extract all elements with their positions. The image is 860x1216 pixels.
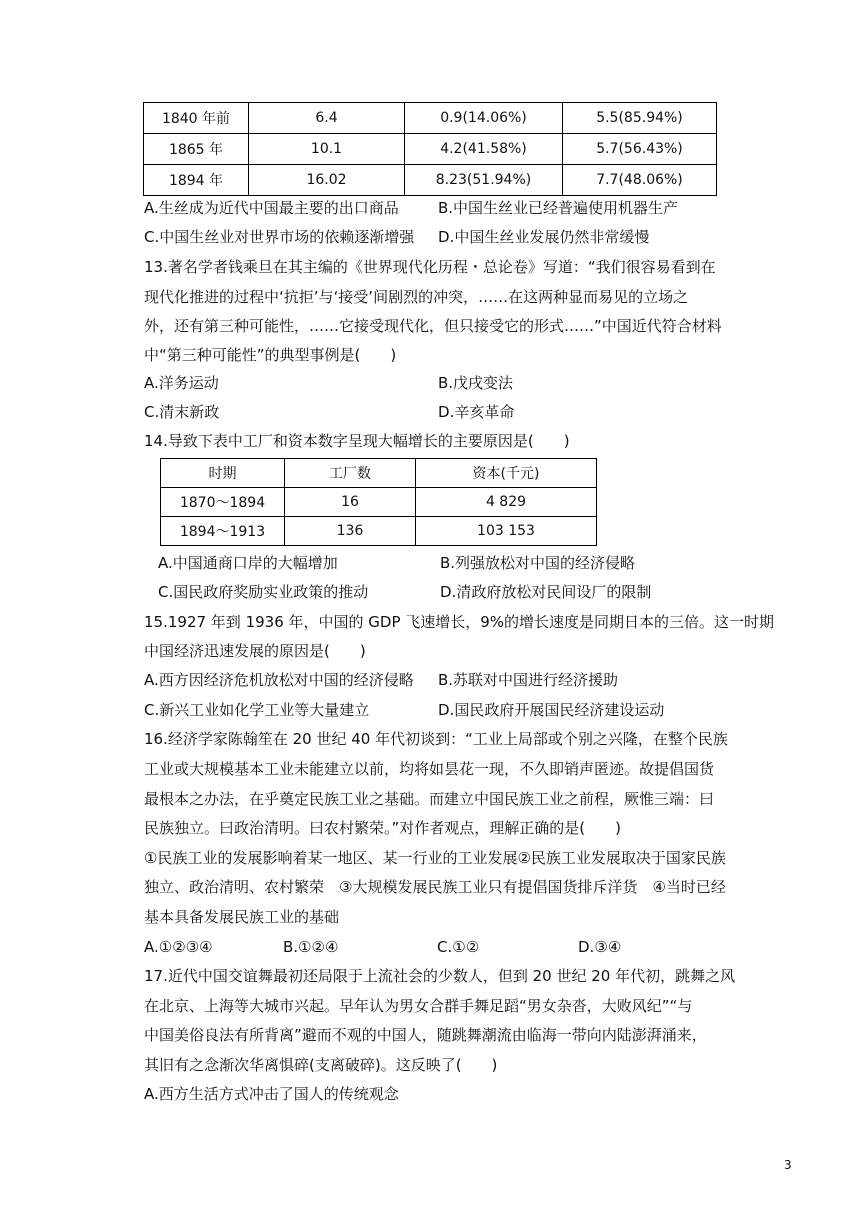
q17-stem-line: 17.近代中国交谊舞最初还局限于上流社会的少数人，但到 20 世纪 20 年代初，跳舞之风: [144, 967, 736, 985]
q14-option-a: A.中国通商口岸的大幅增加: [158, 554, 338, 572]
q13-stem-line: 现代化推进的过程中‘抗拒’与‘接受’间剧烈的冲突，……在这两种显而易见的立场之: [144, 288, 689, 306]
q13-stem-line: 外，还有第三种可能性，……它接受现代化，但只接受它的形式……”中国近代符合材料: [144, 317, 722, 335]
table-header-row: 时期 工厂数 资本(千元): [161, 459, 597, 488]
q15-option-c: C.新兴工业如化学工业等大量建立: [144, 701, 370, 719]
q14-option-b: B.列强放松对中国的经济侵略: [440, 554, 636, 572]
q16-stem-line: 民族独立。曰政治清明。曰农村繁荣。”对作者观点，理解正确的是( ): [144, 819, 621, 837]
q14-option-c: C.国民政府奖励实业政策的推动: [158, 583, 369, 601]
q12-option-b: B.中国生丝业已经普遍使用机器生产: [438, 199, 679, 217]
q13-stem-line: 中“第三种可能性”的典型事例是( ): [144, 346, 397, 364]
q16-option-d: D.③④: [578, 938, 622, 956]
q13-option-c: C.清末新政: [144, 403, 220, 421]
q16-stem-line: 最根本之办法，在乎奠定民族工业之基础。而建立中国民族工业之前程，厥惟三端：曰: [144, 790, 715, 808]
q14-option-d: D.清政府放松对民间设厂的限制: [440, 583, 652, 601]
q12-option-c: C.中国生丝业对世界市场的依赖逐渐增强: [144, 228, 415, 246]
q13-option-d: D.辛亥革命: [438, 403, 515, 421]
q16-option-a: A.①②③④: [144, 938, 213, 956]
q15-stem-line: 15.1927 年到 1936 年，中国的 GDP 飞速增长，9%的增长速度是同期日本的三倍。这一时期: [144, 613, 775, 631]
q17-stem-line: 其旧有之念渐次华离惧碎(支离破碎)。这反映了( ): [144, 1056, 498, 1074]
q17-stem-line: 中国美俗良法有所背离”避而不观的中国人，随跳舞潮流由临海一带向内陆澎湃涌来，: [144, 1026, 707, 1044]
q15-option-a: A.西方因经济危机放松对中国的经济侵略: [144, 671, 414, 689]
q16-stem-line: 16.经济学家陈翰笙在 20 世纪 40 年代初谈到：“工业上局部或个别之兴隆，在整个民族: [144, 730, 728, 748]
q14-stem: 14.导致下表中工厂和资本数字呈现大幅增长的主要原因是( ): [144, 432, 570, 450]
table-silk-data: [143, 102, 717, 196]
q15-option-b: B.苏联对中国进行经济援助: [438, 671, 619, 689]
q16-stem-line: 基本具备发展民族工业的基础: [144, 908, 340, 926]
q17-stem-line: 在北京、上海等大城市兴起。早年认为男女合群手舞足蹈“男女杂沓，大败风纪”“与: [144, 997, 693, 1015]
q15-option-d: D.国民政府开展国民经济建设运动: [438, 701, 665, 719]
q15-stem-line: 中国经济迅速发展的原因是( ): [144, 642, 366, 660]
table-row: 1840 年前 6.4 0.9(14.06%) 5.5(85.94%): [144, 103, 717, 134]
q12-option-d: D.中国生丝业发展仍然非常缓慢: [438, 228, 650, 246]
table-factory-capital: [160, 458, 597, 546]
q16-stem-line: ①民族工业的发展影响着某一地区、某一行业的工业发展②民族工业发展取决于国家民族: [144, 849, 726, 867]
q17-option-a: A.西方生活方式冲击了国人的传统观念: [144, 1085, 399, 1103]
q13-stem-line: 13.著名学者钱乘旦在其主编的《世界现代化历程・总论卷》写道：“我们很容易看到在: [144, 258, 716, 276]
table-row: 1865 年 10.1 4.2(41.58%) 5.7(56.43%): [144, 134, 717, 165]
page-number: 3: [784, 1158, 792, 1172]
q16-stem-line: 独立、政治清明、农村繁荣 ③大规模发展民族工业只有提倡国货排斥洋货 ④当时已经: [144, 878, 726, 896]
q13-option-b: B.戊戌变法: [438, 374, 514, 392]
table-row: 1894 年 16.02 8.23(51.94%) 7.7(48.06%): [144, 165, 717, 196]
q16-option-c: C.①②: [437, 938, 480, 956]
q13-option-a: A.洋务运动: [144, 374, 219, 392]
table-row: 1894～1913 136 103 153: [161, 517, 597, 546]
q16-option-b: B.①②④: [283, 938, 339, 956]
table-row: 1870～1894 16 4 829: [161, 488, 597, 517]
q12-option-a: A.生丝成为近代中国最主要的出口商品: [144, 199, 399, 217]
q16-stem-line: 工业或大规模基本工业未能建立以前，均将如昙花一现，不久即销声匿迹。故提倡国货: [144, 760, 715, 778]
